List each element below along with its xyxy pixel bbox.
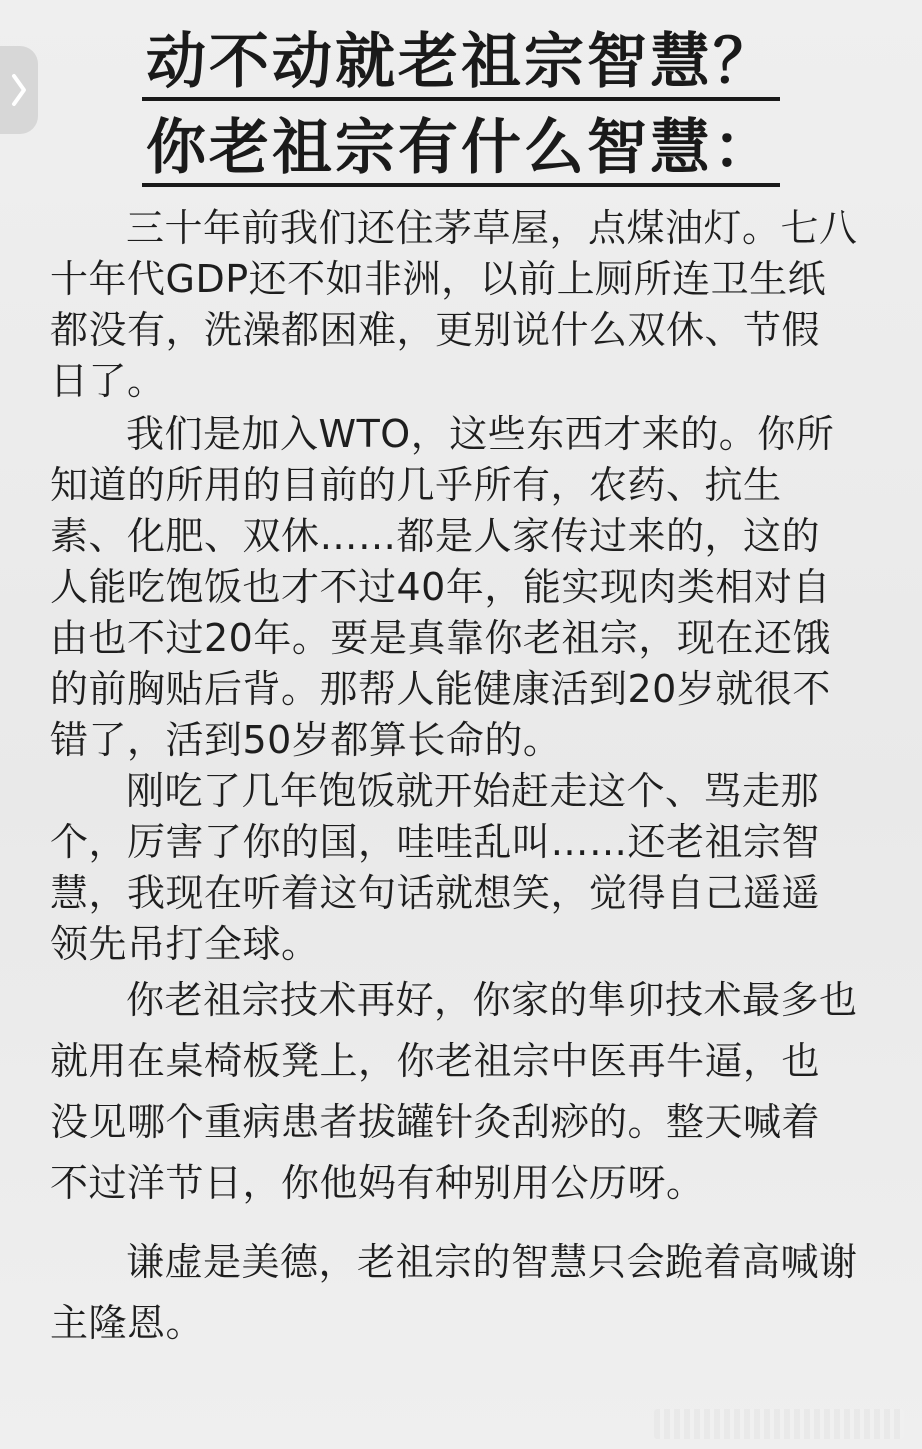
title-line-1	[0, 22, 922, 102]
title-line-2-text: 你老祖宗有什么智慧：	[142, 113, 780, 187]
article-body	[50, 203, 858, 1354]
paragraph-5: 谦虚是美德，老祖宗的智慧只会跪着高喊谢主隆恩。	[50, 1240, 858, 1345]
title-line-1-text: 动不动就老祖宗智慧？	[142, 27, 780, 101]
paragraph-4: 你老祖宗技术再好，你家的隼卯技术最多也就用在桌椅板凳上，你老祖宗中医再牛逼，也没见哪个重病患者拔罐针灸刮痧的。整天喊着不过洋节日，你他妈有种别用公历呀。	[50, 978, 858, 1205]
paragraph-2: 我们是加入WTO，这些东西才来的。你所知道的所用的目前的几乎所有，农药、抗生素、化肥、双休……都是人家传过来的，这的人能吃饱饭也才不过40年，能实现肉类相对自由也不过20年。要是真靠你老祖宗，现在还饿的前胸贴后背。那帮人能健康活到20岁就很不错了，活到50岁都算长命的。	[50, 412, 835, 762]
paragraph-1: 三十年前我们还住茅草屋，点煤油灯。七八十年代GDP还不如非洲，以前上厕所连卫生纸都没有，洗澡都困难，更别说什么双休、节假日了。	[50, 206, 858, 403]
watermark	[654, 1409, 904, 1439]
paragraph-3: 刚吃了几年饱饭就开始赶走这个、骂走那个，厉害了你的国，哇哇乱叫……还老祖宗智慧，我现在听着这句话就想笑，觉得自己遥遥领先吊打全球。	[50, 769, 821, 966]
title-line-2	[0, 108, 922, 188]
